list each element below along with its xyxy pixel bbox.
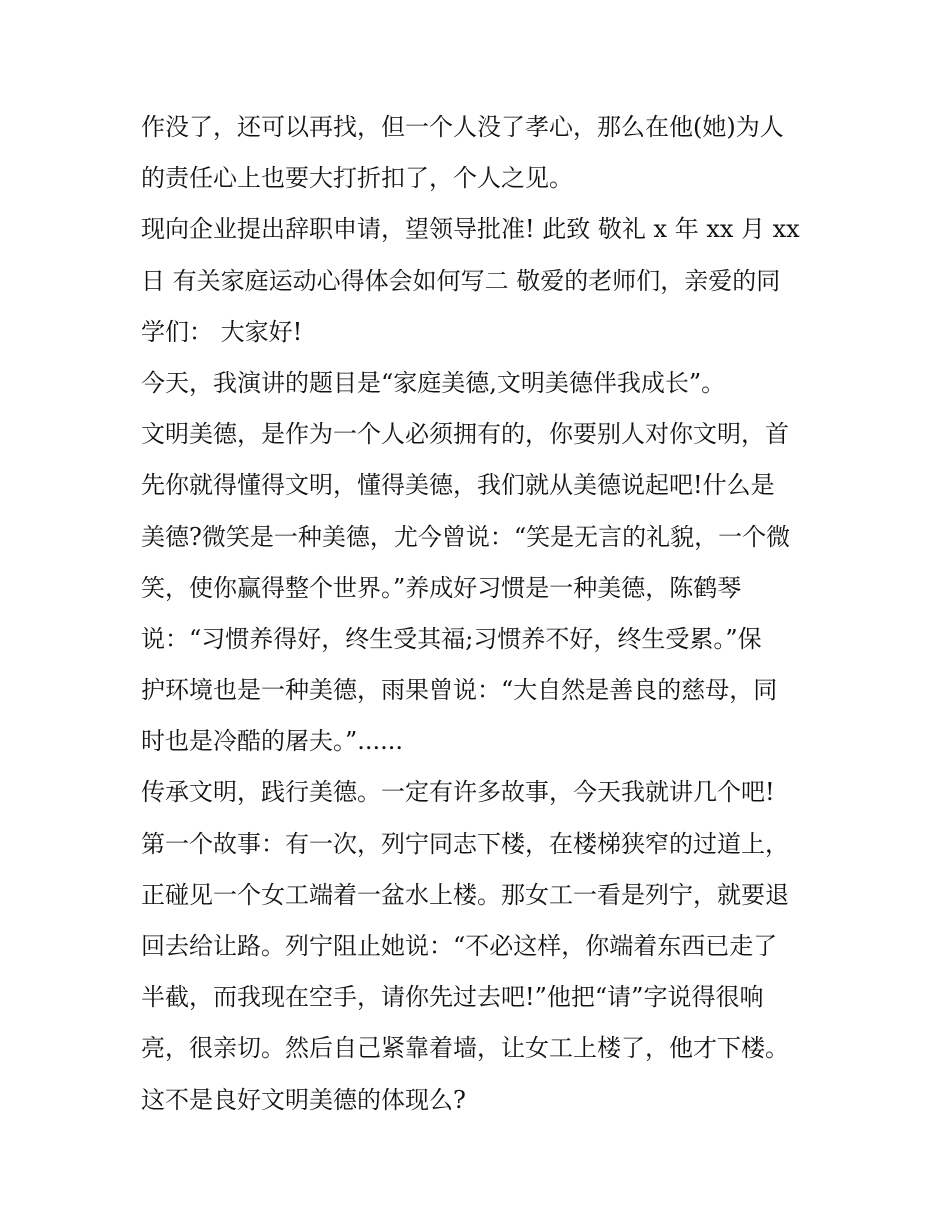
text-line: 学们： 大家好! [141, 317, 303, 346]
text-line: 今天，我演讲的题目是“家庭美德,文明美德伴我成长”。 [141, 368, 726, 397]
text-line: 现向企业提出辞职申请，望领导批准! 此致 敬礼 x 年 xx 月 xx [141, 215, 800, 244]
text-line: 护环境也是一种美德，雨果曾说：“大自然是善良的慈母，同 [141, 676, 778, 705]
text-line: 说：“习惯养得好，终生受其福;习惯养不好，终生受累。”保 [141, 624, 762, 653]
document-body [141, 102, 813, 1126]
text-line: 的责任心上也要大打折扣了，个人之见。 [141, 164, 573, 193]
text-line: 时也是冷酷的屠夫。”...... [141, 727, 404, 756]
text-line: 第一个故事：有一次，列宁同志下楼，在楼梯狭窄的过道上， [141, 829, 789, 858]
text-line: 先你就得懂得文明，懂得美德，我们就从美德说起吧!什么是 [141, 471, 775, 500]
text-line: 半截，而我现在空手，请你先过去吧!”他把“请”字说得很响 [141, 983, 764, 1012]
text-line: 回去给让路。列宁阻止她说：“不必这样，你端着东西已走了 [141, 932, 778, 960]
text-line: 笑，使你赢得整个世界。”养成好习惯是一种美德，陈鹤琴 [141, 573, 742, 602]
text-line: 文明美德，是作为一个人必须拥有的，你要别人对你文明，首 [141, 420, 789, 449]
text-line: 传承文明，践行美德。一定有许多故事，今天我就讲几个吧! [141, 778, 775, 807]
text-line: 日 有关家庭运动心得体会如何写二 敬爱的老师们，亲爱的同 [141, 266, 781, 295]
text-line: 美德?微笑是一种美德，尤今曾说：“笑是无言的礼貌，一个微 [141, 522, 791, 551]
text-line: 正碰见一个女工端着一盆水上楼。那女工一看是列宁，就要退 [141, 880, 789, 909]
text-line: 亮，很亲切。然后自己紧靠着墙，让女工上楼了，他才下楼。 [141, 1034, 789, 1063]
text-line: 作没了，还可以再找，但一个人没了孝心，那么在他(她)为人 [141, 113, 784, 141]
text-line: 这不是良好文明美德的体现么? [141, 1085, 466, 1114]
